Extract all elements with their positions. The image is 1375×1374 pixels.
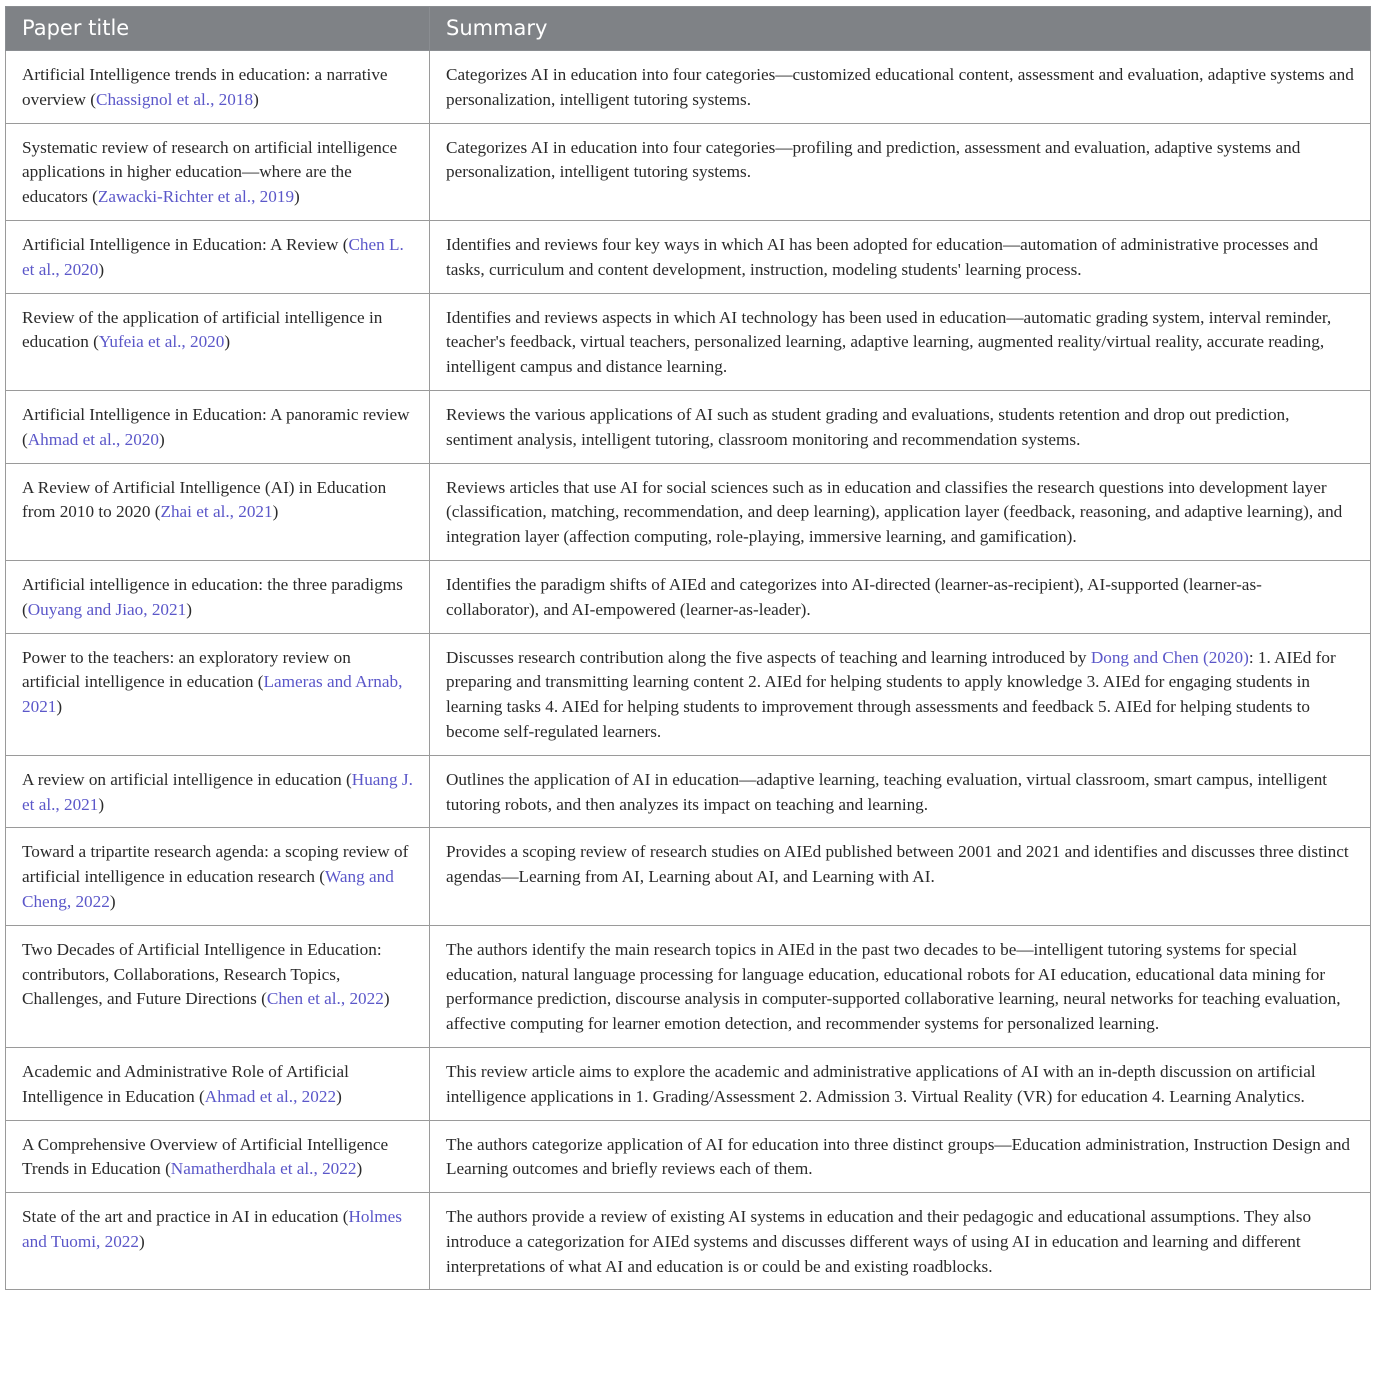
citation-link[interactable]: Chen et al., 2022 <box>266 989 384 1009</box>
title-text: ) <box>186 599 192 619</box>
summary-text: Discusses research contribution along the five aspects of teaching and learning introduced by <box>446 647 1091 667</box>
summary-text: The authors provide a review of existing AI systems in education and their pedagogic and educational assumptions. They also introduce a categorization for AIEd systems and discusses different ways of using AI in education and learning and different interpretations of what AI and education is or could be and existing roadblocks. <box>446 1207 1312 1276</box>
citation-link[interactable]: Holmes and Tuomi, 2022 <box>22 1207 402 1251</box>
summary-text: Reviews the various applications of AI such as student grading and evaluations, students retention and drop out prediction, sentiment analysis, intelligent tutoring, classroom monitoring and recommendation systems. <box>446 404 1290 449</box>
title-text: Review of the application of artificial intelligence in education ( <box>22 307 383 352</box>
summary-cell <box>430 828 1371 925</box>
summary-text: : 1. AIEd for preparing and transmitting learning content 2. AIEd for helping students to apply knowledge 3. AIEd for engaging students in learning tasks 4. AIEd for helping students to improvement through assessments and feedback 5. AIEd for helping students to become self-regulated learners. <box>446 647 1336 741</box>
title-text: ) <box>98 794 105 814</box>
summary-text: Outlines the application of AI in education—adaptive learning, teaching evaluation, virtual classroom, smart campus, intelligent tutoring robots, and then analyzes its impact on teaching and learning. <box>446 769 1328 814</box>
summary-cell <box>430 293 1371 390</box>
paper-title-cell <box>6 123 430 220</box>
summary-cell <box>430 755 1371 828</box>
title-text: ) <box>272 502 279 522</box>
table-row <box>6 463 1371 560</box>
summary-cell <box>430 1047 1371 1120</box>
summary-text: Identifies and reviews four key ways in which AI has been adopted for education—automation of administrative processes and tasks, curriculum and content development, instruction, modeling students' learning process. <box>446 234 1319 279</box>
summary-cell <box>430 390 1371 463</box>
summary-cell <box>430 51 1371 124</box>
citation-link[interactable]: Dong and Chen (2020) <box>1090 647 1249 667</box>
paper-title-cell <box>6 828 430 925</box>
title-text: State of the art and practice in AI in education ( <box>22 1207 349 1227</box>
paper-title-cell <box>6 293 430 390</box>
title-text: ) <box>356 1159 363 1179</box>
summary-text: Categorizes AI in education into four categories—profiling and prediction, assessment and evaluation, adaptive systems and personalization, intelligent tutoring systems. <box>446 137 1301 182</box>
title-text: ) <box>383 989 390 1009</box>
table-row <box>6 828 1371 925</box>
citation-link[interactable]: Huang J. et al., 2021 <box>22 769 413 814</box>
summary-text: Categorizes AI in education into four categories—customized educational content, assessment and evaluation, adaptive systems and personalization, intelligent tutoring systems. <box>446 65 1354 109</box>
paper-title-cell <box>6 463 430 560</box>
paper-title-cell <box>6 633 430 755</box>
summary-text: This review article aims to explore the academic and administrative applications of AI with an in-depth discussion on artificial intelligence applications in 1. Grading/Assessment 2. Admission 3. Virtual Reality (VR) for education 4. Learning Analytics. <box>446 1061 1316 1106</box>
title-text: Power to the teachers: an exploratory review on artificial intelligence in education ( <box>22 647 351 692</box>
citation-link[interactable]: Ouyang and Jiao, 2021 <box>27 599 187 619</box>
citation-link[interactable]: Namatherdhala et al., 2022 <box>170 1159 357 1179</box>
paper-title-cell <box>6 51 430 124</box>
table-row <box>6 755 1371 828</box>
title-text: ) <box>224 332 231 352</box>
paper-title-cell <box>6 1047 430 1120</box>
summary-text: Provides a scoping review of research studies on AIEd published between 2001 and 2021 and identifies and discusses three distinct agendas—Learning from AI, Learning about AI, and Learning with AI. <box>446 842 1349 887</box>
table-row <box>6 123 1371 220</box>
citation-link[interactable]: Lameras and Arnab, 2021 <box>22 672 403 717</box>
summary-cell <box>430 220 1371 293</box>
title-text: ) <box>109 891 116 911</box>
citation-link[interactable]: Ahmad et al., 2022 <box>204 1086 337 1106</box>
title-text: A review on artificial intelligence in education ( <box>22 769 352 789</box>
summary-cell <box>430 925 1371 1047</box>
title-text: Systematic review of research on artificial intelligence applications in higher education—where are the educators ( <box>22 137 398 207</box>
title-text: Toward a tripartite research agenda: a scoping review of artificial intelligence in education research ( <box>22 842 409 887</box>
title-text: ) <box>253 89 259 109</box>
title-text: ) <box>98 259 105 279</box>
header-summary: Summary <box>430 7 1371 51</box>
title-text: ) <box>139 1231 145 1251</box>
summary-cell <box>430 1193 1371 1290</box>
citation-link[interactable]: Ahmad et al., 2020 <box>27 429 159 449</box>
citation-link[interactable]: Yufeia et al., 2020 <box>98 332 225 352</box>
title-text: Academic and Administrative Role of Artificial Intelligence in Education ( <box>22 1061 349 1106</box>
summary-text: The authors categorize application of AI for education into three distinct groups—Education administration, Instruction Design and Learning outcomes and briefly reviews each of them. <box>446 1134 1351 1179</box>
title-text: ) <box>294 187 300 207</box>
citation-link[interactable]: Chen L. et al., 2020 <box>22 234 404 279</box>
table-row <box>6 51 1371 124</box>
paper-title-cell <box>6 390 430 463</box>
table-row <box>6 925 1371 1047</box>
summary-cell <box>430 560 1371 633</box>
table-header <box>6 7 1371 51</box>
header-row <box>6 7 1371 51</box>
title-text: ) <box>56 697 63 717</box>
title-text: ) <box>159 429 165 449</box>
summary-text: Reviews articles that use AI for social sciences such as in education and classifies the research questions into development layer (classification, matching, recommendation, and deep learning), application layer (feedback, reasoning, and adaptive learning), and integration layer (affection computing, role-playing, immersive learning, and gamification). <box>446 477 1343 547</box>
paper-title-cell <box>6 1120 430 1193</box>
summary-text: Identifies the paradigm shifts of AIEd and categorizes into AI-directed (learner-as-recipient), AI-supported (learner-as-collaborator), and AI-empowered (learner-as-leader). <box>446 574 1262 619</box>
paper-title-cell <box>6 755 430 828</box>
citation-link[interactable]: Zawacki-Richter et al., 2019 <box>97 187 295 207</box>
table-row <box>6 560 1371 633</box>
table-body <box>6 51 1371 1290</box>
table-row <box>6 220 1371 293</box>
title-text: Two Decades of Artificial Intelligence in Education: contributors, Collaborations, Research Topics, Challenges, and Future Directions ( <box>22 939 382 1009</box>
header-paper-title: Paper title <box>6 7 430 51</box>
summary-cell <box>430 123 1371 220</box>
summary-text: The authors identify the main research topics in AIEd in the past two decades to be—intelligent tutoring systems for special education, natural language processing for language education, educational robots for AI education, educational data mining for performance prediction, discourse analysis in computer-supported collaborative learning, neural networks for teaching evaluation, affective computing for learner emotion detection, and recommender systems for personalized learning. <box>446 939 1341 1034</box>
table-row <box>6 1193 1371 1290</box>
table-row <box>6 293 1371 390</box>
title-text: A Comprehensive Overview of Artificial Intelligence Trends in Education ( <box>22 1134 389 1179</box>
title-text: Artificial Intelligence in Education: A panoramic review ( <box>22 404 410 449</box>
title-text: A Review of Artificial Intelligence (AI) in Education from 2010 to 2020 ( <box>22 477 387 522</box>
paper-title-cell <box>6 220 430 293</box>
paper-title-cell <box>6 1193 430 1290</box>
summary-cell <box>430 1120 1371 1193</box>
title-text: Artificial Intelligence trends in education: a narrative overview ( <box>22 65 388 109</box>
table-row <box>6 390 1371 463</box>
citation-link[interactable]: Chassignol et al., 2018 <box>95 89 254 109</box>
summary-cell <box>430 463 1371 560</box>
review-table <box>5 6 1371 1290</box>
table-row <box>6 1120 1371 1193</box>
title-text: ) <box>336 1086 342 1106</box>
paper-title-cell <box>6 925 430 1047</box>
citation-link[interactable]: Zhai et al., 2021 <box>160 502 273 522</box>
citation-link[interactable]: Wang and Cheng, 2022 <box>22 867 394 911</box>
summary-cell <box>430 633 1371 755</box>
title-text: Artificial intelligence in education: the three paradigms ( <box>22 574 403 619</box>
summary-text: Identifies and reviews aspects in which AI technology has been used in education—automatic grading system, interval reminder, teacher's feedback, virtual teachers, personalized learning, adaptive learning, augmented reality/virtual reality, accurate reading, intelligent campus and distance learning. <box>446 307 1332 377</box>
paper-title-cell <box>6 560 430 633</box>
table-row <box>6 633 1371 755</box>
title-text: Artificial Intelligence in Education: A Review ( <box>22 234 349 254</box>
table-row <box>6 1047 1371 1120</box>
